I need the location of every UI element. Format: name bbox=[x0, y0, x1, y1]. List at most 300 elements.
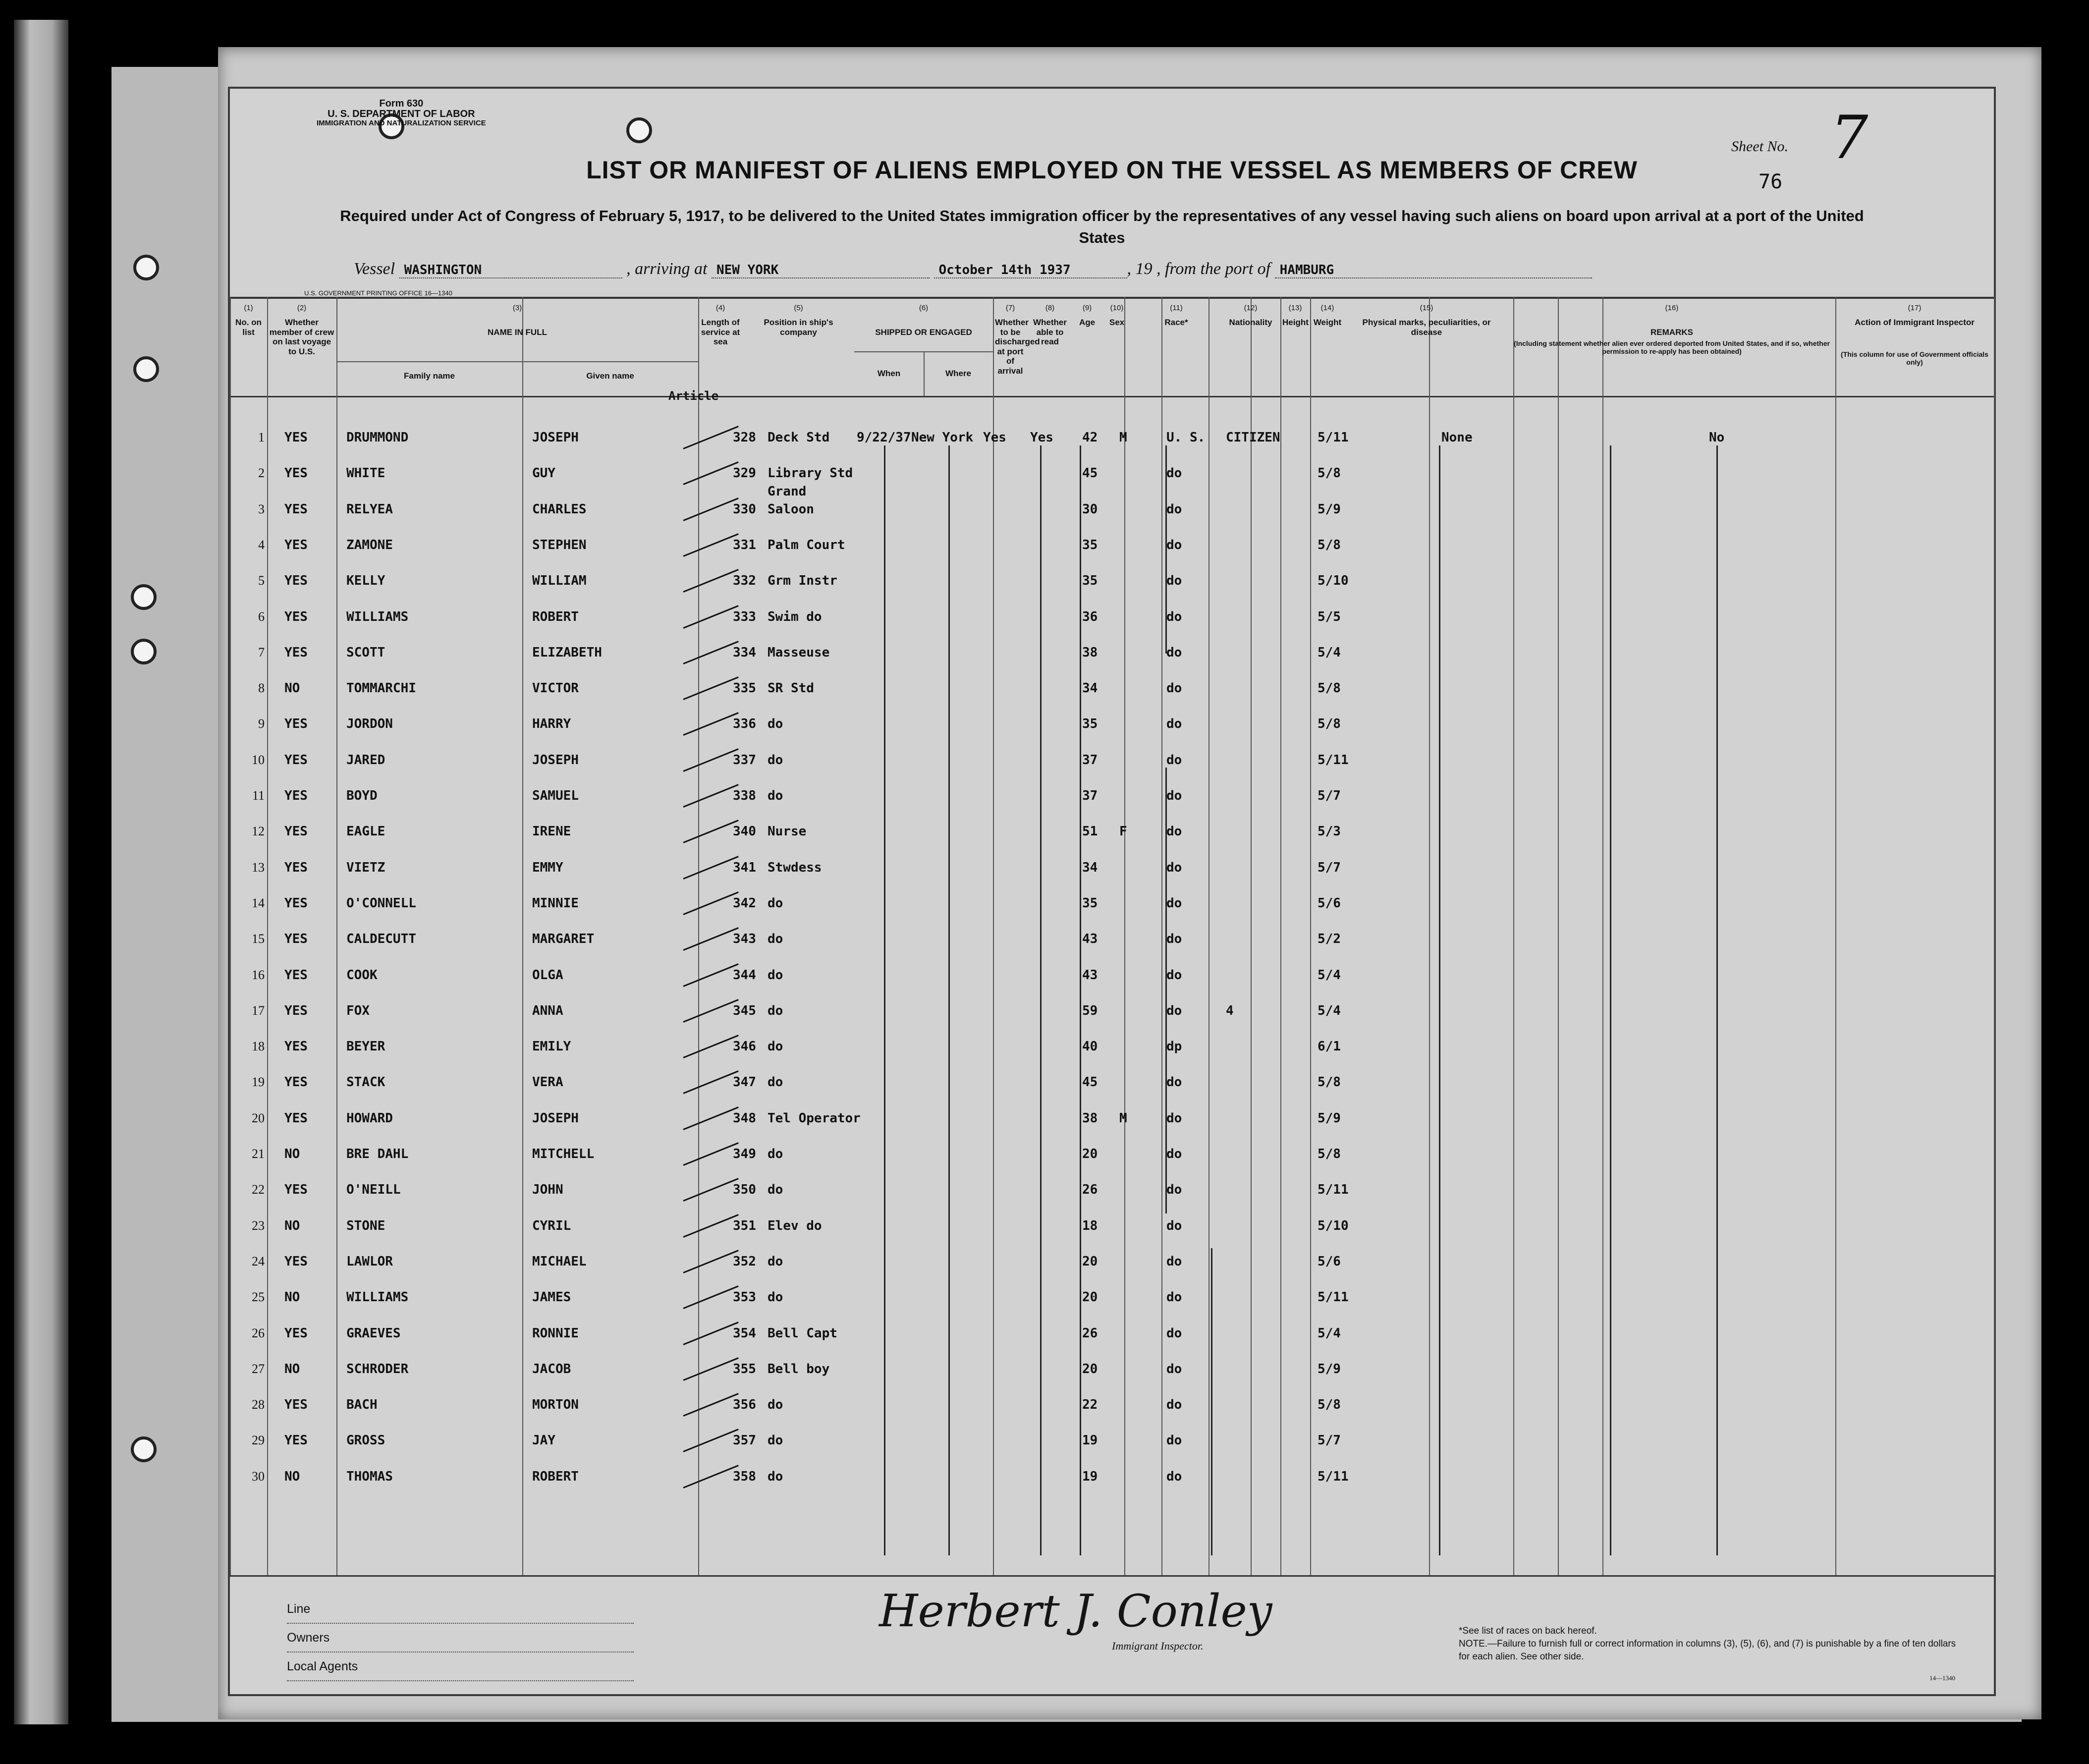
column-number: (11) bbox=[1170, 304, 1183, 312]
cell-family: LAWLOR bbox=[346, 1254, 393, 1269]
cell-no: 6 bbox=[258, 609, 265, 624]
cell-position: do bbox=[768, 1254, 783, 1269]
cell-height: 6/1 bbox=[1318, 1039, 1341, 1054]
cell-given: RONNIE bbox=[532, 1325, 579, 1341]
cell-height: 5/6 bbox=[1318, 1254, 1341, 1269]
check-mark bbox=[683, 963, 738, 987]
column-number: (13) bbox=[1288, 304, 1302, 312]
cell-position: do bbox=[768, 1182, 783, 1198]
cell-family: JARED bbox=[346, 752, 385, 768]
column-rule bbox=[1994, 297, 1995, 1575]
cell-age: 35 bbox=[1082, 717, 1098, 732]
cell-prev: NO bbox=[284, 1361, 300, 1377]
cell-given: JAMES bbox=[532, 1290, 571, 1305]
cell-height: 5/11 bbox=[1318, 752, 1349, 768]
cell-prev: YES bbox=[284, 573, 308, 589]
column-header: Length of service at sea bbox=[701, 318, 740, 347]
cell-given: MICHAEL bbox=[532, 1254, 587, 1269]
cell-age: 20 bbox=[1082, 1147, 1098, 1161]
column-subheader: Where bbox=[945, 369, 971, 378]
page-subtitle: Required under Act of Congress of February 5, 1917, to be delivered to the United States immigration officer by the representatives of any vessel having such aliens on board upon arrival at a port of the United States bbox=[340, 207, 1864, 246]
check-mark bbox=[683, 569, 738, 593]
cell-prev: YES bbox=[284, 752, 308, 768]
check-mark bbox=[683, 497, 738, 521]
cell-race: do bbox=[1166, 1003, 1182, 1018]
cell-prev: YES bbox=[284, 824, 308, 839]
cell-race: do bbox=[1166, 501, 1182, 517]
cell-prev: YES bbox=[284, 1433, 308, 1448]
cell-family: JORDON bbox=[346, 717, 393, 732]
check-mark bbox=[683, 641, 738, 664]
cell-service: 354 bbox=[733, 1325, 756, 1341]
cell-prev: NO bbox=[284, 1147, 300, 1161]
column-number: (2) bbox=[297, 304, 307, 312]
cell-position: Bell boy bbox=[768, 1361, 830, 1377]
cell-service: 355 bbox=[733, 1361, 756, 1377]
cell-no: 21 bbox=[252, 1147, 265, 1161]
cell-no: 24 bbox=[252, 1254, 265, 1268]
cell-family: SCOTT bbox=[346, 645, 385, 660]
check-mark bbox=[683, 1071, 738, 1095]
check-mark bbox=[683, 461, 738, 485]
cell-no: 7 bbox=[258, 645, 265, 660]
penalty-note: NOTE.—Failure to furnish full or correct information in columns (3), (5), (6), and (7) is punishable by a fine of ten dollars for each alien. See other side. bbox=[1459, 1639, 1956, 1662]
column-number: (3) bbox=[512, 304, 522, 312]
cell-race: do bbox=[1166, 1433, 1182, 1448]
cell-given: JOHN bbox=[532, 1182, 563, 1198]
cell-given: HARRY bbox=[532, 717, 571, 732]
column-number: (6) bbox=[919, 304, 929, 312]
cell-race: do bbox=[1166, 717, 1182, 732]
table-row bbox=[230, 1355, 1994, 1389]
cell-service: 329 bbox=[733, 466, 756, 481]
cell-service: 344 bbox=[733, 967, 756, 983]
cell-prev: YES bbox=[284, 967, 308, 983]
column-number: (8) bbox=[1045, 304, 1055, 312]
table-row bbox=[230, 1140, 1994, 1174]
cell-age: 34 bbox=[1082, 681, 1098, 696]
cell-no: 25 bbox=[252, 1290, 265, 1305]
cell-height: 5/8 bbox=[1318, 466, 1341, 481]
table-row bbox=[230, 1462, 1994, 1497]
table-bottom-rule bbox=[230, 1575, 1994, 1577]
cell-race: do bbox=[1166, 1361, 1182, 1377]
cell-given: VICTOR bbox=[532, 681, 579, 696]
cell-no: 29 bbox=[252, 1433, 265, 1448]
cell-service: 337 bbox=[733, 752, 756, 768]
cell-no: 16 bbox=[252, 967, 265, 982]
cell-position: Elev do bbox=[768, 1218, 822, 1233]
check-mark bbox=[683, 1035, 738, 1058]
table-row bbox=[230, 710, 1994, 744]
cell-no: 15 bbox=[252, 932, 265, 946]
arriving-label: , arriving at bbox=[626, 260, 708, 278]
cell-height: 5/10 bbox=[1318, 573, 1349, 589]
cell-family: FOX bbox=[346, 1003, 370, 1018]
footer-notes bbox=[1459, 1625, 1964, 1663]
cell-race: do bbox=[1166, 1147, 1182, 1161]
cell-service: 336 bbox=[733, 717, 756, 732]
sheet-stamp: 76 bbox=[1759, 170, 1783, 193]
cell-no: 8 bbox=[258, 681, 265, 696]
cell-sex: M bbox=[1119, 430, 1127, 445]
cell-height: 5/11 bbox=[1318, 430, 1349, 445]
ditto-line bbox=[1165, 768, 1167, 1213]
cell-service: 347 bbox=[733, 1075, 756, 1090]
cell-height: 5/4 bbox=[1318, 645, 1341, 660]
header-rule bbox=[230, 396, 1994, 397]
column-number: (7) bbox=[1005, 304, 1015, 312]
cell-position: do bbox=[768, 895, 783, 911]
check-mark bbox=[683, 784, 738, 808]
cell-position: do bbox=[768, 1469, 783, 1484]
cell-race: do bbox=[1166, 1469, 1182, 1484]
cell-prev: NO bbox=[284, 681, 300, 696]
inspector-label: Immigrant Inspector. bbox=[1112, 1640, 1204, 1652]
service-name: IMMIGRATION AND NATURALIZATION SERVICE bbox=[317, 119, 486, 127]
cell-height: 5/4 bbox=[1318, 967, 1341, 983]
cell-family: COOK bbox=[346, 967, 378, 983]
cell-prev: YES bbox=[284, 895, 308, 911]
table-row bbox=[230, 531, 1994, 565]
cell-given: SAMUEL bbox=[532, 788, 579, 803]
cell-no: 13 bbox=[252, 860, 265, 875]
check-mark bbox=[683, 1142, 738, 1166]
table-row bbox=[230, 1068, 1994, 1102]
cell-family: WILLIAMS bbox=[346, 1290, 409, 1305]
column-number: (15) bbox=[1420, 304, 1433, 312]
check-mark bbox=[683, 1357, 738, 1381]
cell-nationality: CITIZEN bbox=[1226, 430, 1280, 445]
table-row bbox=[230, 817, 1994, 852]
column-header: Position in ship's company bbox=[764, 318, 833, 337]
table-row bbox=[230, 484, 1994, 530]
cell-prev: YES bbox=[284, 1075, 308, 1090]
column-number: (17) bbox=[1908, 304, 1922, 312]
cell-position: Swim do bbox=[768, 609, 822, 624]
cell-position: Deck Std bbox=[768, 430, 830, 445]
manifest-form bbox=[228, 87, 1996, 1696]
column-header: Weight bbox=[1313, 318, 1342, 327]
cell-physical: None bbox=[1441, 430, 1473, 445]
cell-no: 1 bbox=[258, 430, 265, 444]
cell-age: 20 bbox=[1082, 1361, 1098, 1377]
cell-position: Library Std bbox=[768, 466, 853, 481]
cell-height: 5/2 bbox=[1318, 932, 1341, 947]
footer-fields bbox=[287, 1595, 634, 1681]
cell-position: do bbox=[768, 1433, 783, 1448]
cell-race: do bbox=[1166, 1290, 1182, 1305]
cell-age: 45 bbox=[1082, 1075, 1098, 1090]
cell-race: do bbox=[1166, 1182, 1182, 1198]
check-mark bbox=[683, 713, 738, 736]
line-field: Line bbox=[287, 1595, 634, 1624]
cell-no: 14 bbox=[252, 895, 265, 910]
table-row bbox=[230, 1212, 1994, 1246]
from-label: , from the port of bbox=[1156, 260, 1271, 278]
check-mark bbox=[683, 856, 738, 880]
cell-race: do bbox=[1166, 752, 1182, 768]
check-mark bbox=[683, 1322, 738, 1345]
table-row bbox=[230, 1426, 1994, 1461]
cell-no: 3 bbox=[258, 501, 265, 516]
cell-service: 342 bbox=[733, 895, 756, 911]
cell-nationality: 4 bbox=[1226, 1003, 1234, 1018]
column-header: Action of Immigrant Inspector bbox=[1855, 318, 1975, 327]
table-row bbox=[230, 1175, 1994, 1210]
sheet-label: Sheet No. bbox=[1731, 138, 1788, 155]
cell-height: 5/3 bbox=[1318, 824, 1341, 839]
cell-position: Stwdess bbox=[768, 860, 822, 875]
ditto-line bbox=[1716, 445, 1718, 1555]
cell-age: 20 bbox=[1082, 1290, 1098, 1305]
cell-position: Nurse bbox=[768, 824, 807, 839]
cell-race: do bbox=[1166, 967, 1182, 983]
page-title: LIST OR MANIFEST OF ALIENS EMPLOYED ON THE VESSEL AS MEMBERS OF CREW bbox=[586, 156, 1638, 184]
cell-service: 348 bbox=[733, 1110, 756, 1126]
cell-race: do bbox=[1166, 1325, 1182, 1341]
table-row bbox=[230, 566, 1994, 601]
table-row bbox=[230, 674, 1994, 709]
cell-race: do bbox=[1166, 1397, 1182, 1413]
cell-family: ZAMONE bbox=[346, 537, 393, 552]
cell-service: 338 bbox=[733, 788, 756, 803]
cell-given: ROBERT bbox=[532, 609, 579, 624]
check-mark bbox=[683, 605, 738, 629]
check-mark bbox=[683, 1429, 738, 1453]
cell-family: WILLIAMS bbox=[346, 609, 409, 624]
punch-hole bbox=[131, 639, 157, 664]
cell-no: 17 bbox=[252, 1003, 265, 1018]
cell-position: do bbox=[768, 967, 783, 983]
cell-family: HOWARD bbox=[346, 1110, 393, 1126]
cell-no: 28 bbox=[252, 1397, 265, 1412]
cell-position: do bbox=[768, 1397, 783, 1413]
cell-where: New York bbox=[911, 430, 974, 445]
cell-race: do bbox=[1166, 645, 1182, 660]
cell-race: do bbox=[1166, 609, 1182, 624]
punch-hole bbox=[626, 117, 652, 143]
cell-given: MITCHELL bbox=[532, 1147, 595, 1161]
cell-age: 38 bbox=[1082, 1110, 1098, 1126]
check-mark bbox=[683, 820, 738, 843]
table-row bbox=[230, 1283, 1994, 1318]
column-header: Race* bbox=[1164, 318, 1188, 327]
ditto-line bbox=[1439, 445, 1440, 1555]
column-header: Physical marks, peculiarities, or disease bbox=[1362, 318, 1491, 337]
cell-family: EAGLE bbox=[346, 824, 385, 839]
cell-position: do bbox=[768, 717, 783, 732]
check-mark bbox=[683, 999, 738, 1023]
check-mark bbox=[683, 676, 738, 700]
cell-height: 5/8 bbox=[1318, 1147, 1341, 1161]
cell-sex: M bbox=[1119, 1110, 1127, 1126]
race-note: *See list of races on back hereof. bbox=[1459, 1626, 1597, 1636]
punch-hole bbox=[131, 1436, 157, 1462]
cell-position: Grm Instr bbox=[768, 573, 837, 589]
table-row bbox=[230, 853, 1994, 888]
ditto-line bbox=[1165, 445, 1167, 654]
cell-prev: NO bbox=[284, 1469, 300, 1484]
cell-age: 30 bbox=[1082, 501, 1098, 517]
cell-age: 36 bbox=[1082, 609, 1098, 624]
table-row bbox=[230, 1390, 1994, 1425]
cell-race: do bbox=[1166, 681, 1182, 696]
cell-age: 34 bbox=[1082, 860, 1098, 875]
table-row bbox=[230, 746, 1994, 780]
cell-race: do bbox=[1166, 860, 1182, 875]
cell-height: 5/5 bbox=[1318, 609, 1341, 624]
cell-race: do bbox=[1166, 1218, 1182, 1233]
cell-given: JOSEPH bbox=[532, 430, 579, 445]
cell-race: do bbox=[1166, 895, 1182, 911]
cell-height: 5/8 bbox=[1318, 681, 1341, 696]
cell-position: Tel Operator bbox=[768, 1110, 861, 1126]
table-row bbox=[230, 889, 1994, 924]
column-header: NAME IN FULL bbox=[488, 328, 547, 337]
cell-prev: YES bbox=[284, 788, 308, 803]
arriving-port: NEW YORK bbox=[712, 263, 930, 278]
cell-age: 19 bbox=[1082, 1433, 1098, 1448]
remarks-note: (Including statement whether alien ever ordered deported from United States, and if so, whether permission to re-apply has been obtained) bbox=[1514, 339, 1830, 356]
cell-height: 5/8 bbox=[1318, 1397, 1341, 1413]
cell-family: BRE DAHL bbox=[346, 1147, 409, 1161]
check-mark bbox=[683, 1465, 738, 1488]
cell-no: 2 bbox=[258, 466, 265, 481]
cell-service: 352 bbox=[733, 1254, 756, 1269]
table-row bbox=[230, 781, 1994, 816]
cell-prev: YES bbox=[284, 932, 308, 947]
cell-age: 42 bbox=[1082, 430, 1098, 445]
cell-family: STONE bbox=[346, 1218, 385, 1233]
cell-service: 351 bbox=[733, 1218, 756, 1233]
column-header: Whether member of crew on last voyage to U.S. bbox=[269, 318, 334, 356]
cell-given: IRENE bbox=[532, 824, 571, 839]
table-row bbox=[230, 961, 1994, 995]
cell-family: O'CONNELL bbox=[346, 895, 416, 911]
cell-service: 335 bbox=[733, 681, 756, 696]
cell-given: STEPHEN bbox=[532, 537, 587, 552]
cell-prev: YES bbox=[284, 466, 308, 481]
cell-position: do bbox=[768, 1075, 783, 1090]
vessel-label: Vessel bbox=[354, 260, 395, 278]
table-row bbox=[230, 603, 1994, 637]
cell-prev: YES bbox=[284, 860, 308, 875]
table-row bbox=[230, 459, 1994, 494]
cell-family: STACK bbox=[346, 1075, 385, 1090]
cell-given: CHARLES bbox=[532, 501, 587, 517]
ditto-line bbox=[1610, 445, 1611, 1555]
table-top-rule bbox=[230, 297, 1994, 299]
left-binding-strip bbox=[14, 20, 68, 1724]
cell-family: GRAEVES bbox=[346, 1325, 401, 1341]
cell-prev: YES bbox=[284, 717, 308, 732]
service-subheader: Article bbox=[668, 389, 719, 403]
cell-family: WHITE bbox=[346, 466, 385, 481]
cell-service: 357 bbox=[733, 1433, 756, 1448]
cell-service: 330 bbox=[733, 501, 756, 517]
form-number: Form 630 bbox=[379, 98, 424, 109]
arrival-date: October 14th 1937 bbox=[934, 263, 1127, 278]
cell-given: JOSEPH bbox=[532, 752, 579, 768]
check-mark bbox=[683, 1214, 738, 1238]
table-row bbox=[230, 1032, 1994, 1067]
check-mark bbox=[683, 1178, 738, 1202]
column-number: (1) bbox=[244, 304, 253, 312]
cell-no: 26 bbox=[252, 1325, 265, 1340]
cell-given: MINNIE bbox=[532, 895, 579, 911]
column-header: Height bbox=[1282, 318, 1309, 327]
cell-service: 332 bbox=[733, 573, 756, 589]
ditto-line bbox=[1211, 1248, 1212, 1555]
cell-prev: NO bbox=[284, 1218, 300, 1233]
cell-age: 37 bbox=[1082, 788, 1098, 803]
cell-race: do bbox=[1166, 466, 1182, 481]
department-name: U. S. DEPARTMENT OF LABOR bbox=[328, 109, 475, 119]
cell-no: 10 bbox=[252, 752, 265, 767]
cell-prev: YES bbox=[284, 1397, 308, 1413]
cell-given: JACOB bbox=[532, 1361, 571, 1377]
column-number: (4) bbox=[715, 304, 725, 312]
vessel-line bbox=[354, 260, 1915, 278]
cell-height: 5/6 bbox=[1318, 895, 1341, 911]
table-row bbox=[230, 996, 1994, 1031]
cell-family: BEYER bbox=[346, 1039, 385, 1054]
table-row bbox=[230, 1319, 1994, 1354]
cell-position: Bell Capt bbox=[768, 1325, 837, 1341]
cell-no: 5 bbox=[258, 573, 265, 588]
inspector-note: (This column for use of Government officials only) bbox=[1841, 350, 1988, 367]
column-header: Whether to be discharged at port of arrival bbox=[995, 318, 1040, 376]
cell-no: 30 bbox=[252, 1469, 265, 1484]
cell-service: 328 bbox=[733, 430, 756, 445]
column-number: (16) bbox=[1665, 304, 1679, 312]
vessel-name: WASHINGTON bbox=[399, 263, 622, 278]
printer-note: U.S. GOVERNMENT PRINTING OFFICE 16—1340 bbox=[304, 289, 452, 297]
table-row bbox=[230, 1104, 1994, 1139]
form-code: 14—1340 bbox=[1929, 1674, 1955, 1682]
cell-no: 11 bbox=[252, 788, 265, 803]
table-row bbox=[230, 925, 1994, 959]
cell-age: 45 bbox=[1082, 466, 1098, 481]
cell-prev: YES bbox=[284, 1110, 308, 1126]
check-mark bbox=[683, 1285, 738, 1309]
cell-prev: YES bbox=[284, 537, 308, 552]
cell-given: MARGARET bbox=[532, 932, 595, 947]
cell-no: 19 bbox=[252, 1075, 265, 1090]
cell-height: 5/9 bbox=[1318, 1110, 1341, 1126]
cell-age: 18 bbox=[1082, 1218, 1098, 1233]
cell-position: Saloon bbox=[768, 501, 814, 517]
cell-height: 5/4 bbox=[1318, 1003, 1341, 1018]
cell-position: do bbox=[768, 752, 783, 768]
cell-age: 51 bbox=[1082, 824, 1098, 839]
cell-age: 26 bbox=[1082, 1325, 1098, 1341]
cell-discharged: Yes bbox=[983, 430, 1006, 445]
column-subheader: Family name bbox=[404, 371, 455, 381]
column-number: (5) bbox=[794, 304, 803, 312]
column-header: Sex bbox=[1109, 318, 1125, 327]
ditto-line bbox=[1080, 445, 1081, 1555]
cell-service: 340 bbox=[733, 824, 756, 839]
check-mark bbox=[683, 1250, 738, 1273]
cell-service: 331 bbox=[733, 537, 756, 552]
check-mark bbox=[683, 533, 738, 557]
cell-service: 353 bbox=[733, 1290, 756, 1305]
cell-position: do bbox=[768, 1039, 783, 1054]
cell-height: 5/8 bbox=[1318, 537, 1341, 552]
table-row bbox=[230, 423, 1994, 458]
